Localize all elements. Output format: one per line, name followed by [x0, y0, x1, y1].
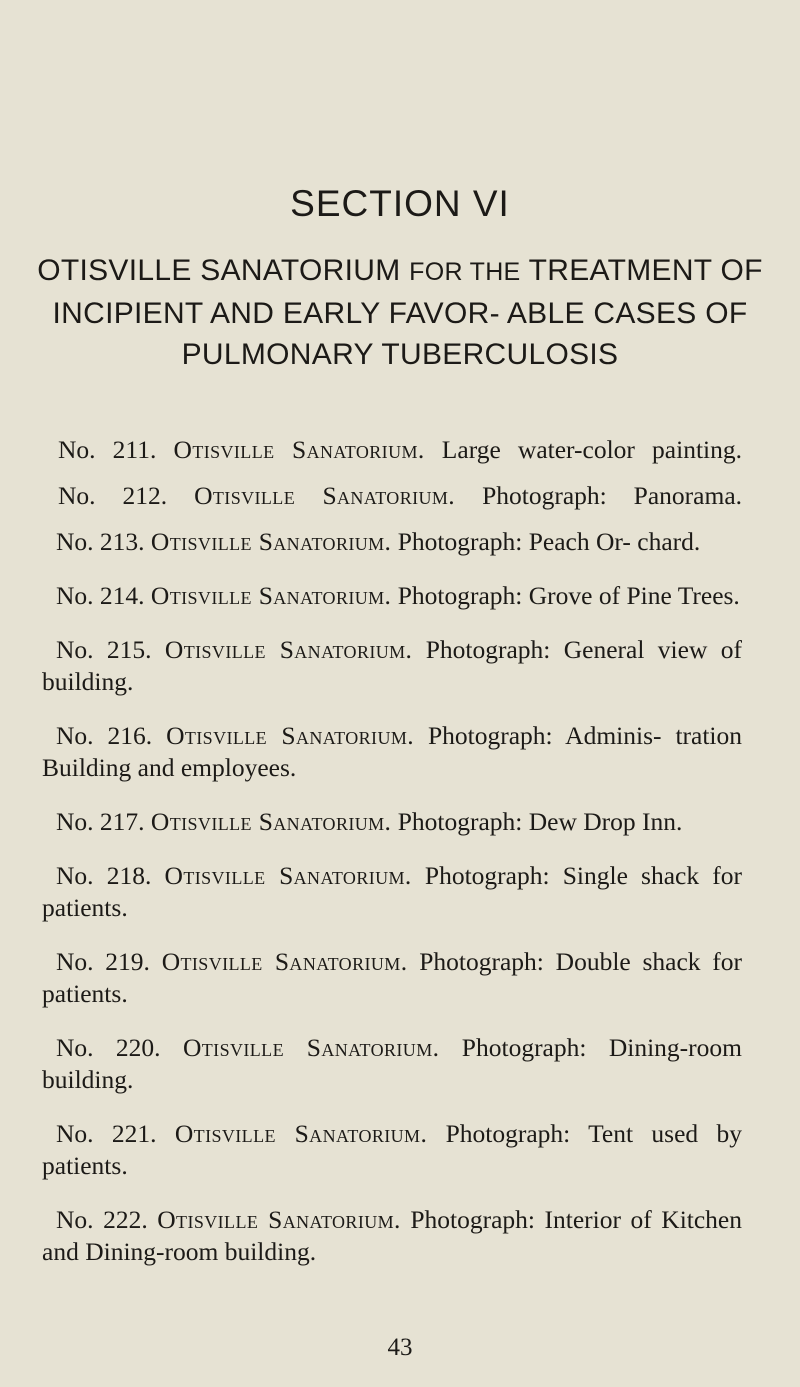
catalog-entry: [42, 434, 742, 466]
entry-institution: Otisville Sanatorium.: [150, 581, 392, 610]
catalog-entries: [42, 434, 742, 1290]
entry-number: No. 211.: [58, 435, 157, 464]
page-number: 43: [387, 1334, 413, 1361]
entry-number: No. 216.: [56, 721, 153, 750]
section-title: [20, 250, 780, 375]
catalog-entry: [42, 1118, 742, 1182]
entry-institution: Otisville Sanatorium.: [164, 635, 413, 664]
title-part-2: FOR THE: [409, 258, 521, 286]
catalog-entry: [42, 634, 742, 698]
entry-number: No. 219.: [56, 947, 150, 976]
entry-description: Photograph: Dining-room building.: [42, 1033, 743, 1094]
entry-institution: Otisville Sanatorium.: [174, 1119, 428, 1148]
catalog-entry: [42, 1204, 742, 1268]
catalog-entry: [42, 720, 742, 784]
entry-number: No. 215.: [56, 635, 152, 664]
catalog-entry: [42, 526, 742, 558]
entry-description: Photograph: Interior of Kitchen and Dining-room building.: [42, 1205, 743, 1266]
entry-number: No. 217.: [56, 807, 145, 836]
catalog-entry: [42, 860, 742, 924]
entry-number: No. 212.: [58, 481, 168, 510]
entry-description: Photograph: Dew Drop Inn.: [397, 807, 683, 836]
entry-description: Large water-color painting.: [441, 435, 743, 464]
entry-number: No. 221.: [56, 1119, 157, 1148]
entry-number: No. 218.: [56, 861, 152, 890]
catalog-entry: [42, 806, 742, 838]
entry-number: No. 214.: [56, 581, 145, 610]
section-heading: SECTION VI: [290, 183, 510, 224]
entry-description: Photograph: Single shack for patients.: [42, 861, 743, 922]
entry-institution: Otisville Sanatorium.: [182, 1033, 440, 1062]
entry-number: No. 213.: [56, 527, 145, 556]
catalog-entry: [42, 1032, 742, 1096]
title-part-1: OTISVILLE SANATORIUM: [37, 254, 410, 287]
entry-description: Photograph: Panorama.: [482, 481, 743, 510]
title-part-3: TREATMENT OF INCIPIENT AND EARLY FAVOR- ABLE CASES OF PULMONARY TUBERCULOSIS: [52, 254, 763, 371]
entry-description: Photograph: Double shack for patients.: [42, 947, 743, 1008]
catalog-entry: [42, 946, 742, 1010]
entry-description: Photograph: General view of building.: [42, 635, 742, 696]
entry-description: Photograph: Peach Or- chard.: [397, 527, 701, 556]
entry-institution: Otisville Sanatorium.: [164, 861, 412, 890]
entry-number: No. 222.: [56, 1205, 148, 1234]
entry-institution: Otisville Sanatorium.: [166, 721, 415, 750]
catalog-entry: [42, 580, 742, 612]
entry-number: No. 220.: [56, 1033, 161, 1062]
entry-description: Photograph: Grove of Pine Trees.: [397, 581, 740, 610]
entry-institution: Otisville Sanatorium.: [194, 481, 456, 510]
entry-institution: Otisville Sanatorium.: [150, 527, 392, 556]
entry-description: Photograph: Adminis- tration Building and employees.: [42, 721, 743, 782]
entry-description: Photograph: Tent used by patients.: [42, 1119, 742, 1180]
entry-institution: Otisville Sanatorium.: [150, 807, 392, 836]
entry-institution: Otisville Sanatorium.: [157, 1205, 401, 1234]
entry-institution: Otisville Sanatorium.: [173, 435, 425, 464]
entry-institution: Otisville Sanatorium.: [161, 947, 408, 976]
catalog-entry: [42, 480, 742, 512]
